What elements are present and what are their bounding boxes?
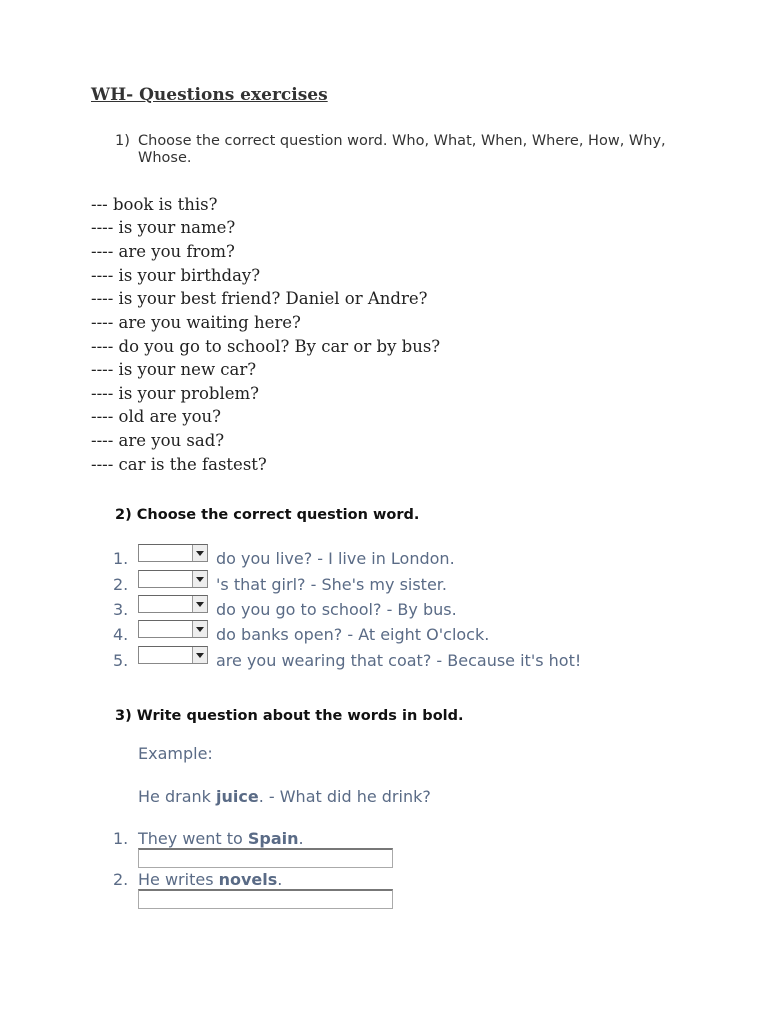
question-word-select[interactable] bbox=[138, 620, 208, 638]
list-item-text bbox=[138, 870, 282, 889]
page-title: WH- Questions exercises bbox=[91, 85, 328, 105]
item-bold-word: novels bbox=[218, 870, 278, 889]
item-text: . bbox=[298, 829, 304, 848]
question-word-select[interactable] bbox=[138, 595, 208, 613]
chevron-down-icon[interactable] bbox=[192, 571, 207, 587]
example-text: He drank bbox=[138, 787, 216, 806]
example-bold-word: juice bbox=[216, 787, 259, 806]
example-sentence bbox=[138, 787, 431, 806]
example-text: . - What did he drink? bbox=[258, 787, 431, 806]
list-item-text bbox=[138, 829, 304, 848]
sentence-line: ---- are you sad? bbox=[91, 431, 225, 450]
list-item-text: 's that girl? - She's my sister. bbox=[216, 575, 447, 594]
sentence-line: ---- is your problem? bbox=[91, 384, 260, 403]
list-item-text: do banks open? - At eight O'clock. bbox=[216, 625, 490, 644]
chevron-down-icon[interactable] bbox=[192, 621, 207, 637]
list-item-text: do you live? - I live in London. bbox=[216, 549, 455, 568]
list-item-text: are you wearing that coat? - Because it's hot! bbox=[216, 651, 582, 670]
item-bold-word: Spain bbox=[247, 829, 299, 848]
sentence-line: ---- is your birthday? bbox=[91, 266, 261, 285]
sentence-line: ---- are you waiting here? bbox=[91, 313, 301, 332]
list-item-number: 2. bbox=[113, 870, 129, 889]
sentence-line: ---- are you from? bbox=[91, 242, 235, 261]
sentence-line: ---- is your new car? bbox=[91, 360, 257, 379]
question-word-select[interactable] bbox=[138, 646, 208, 664]
list-item-number: 2. bbox=[113, 575, 129, 594]
sentence-line: ---- do you go to school? By car or by bus? bbox=[91, 337, 441, 356]
example-label: Example: bbox=[138, 744, 213, 763]
exercise-1-number: 1) bbox=[115, 133, 130, 149]
sentence-line: ---- is your best friend? Daniel or Andre? bbox=[91, 289, 428, 308]
item-text: They went to bbox=[138, 829, 248, 848]
sentence-line: ---- old are you? bbox=[91, 407, 222, 426]
answer-input[interactable] bbox=[138, 848, 393, 868]
list-item-number: 3. bbox=[113, 600, 129, 619]
answer-input[interactable] bbox=[138, 889, 393, 909]
sentence-line: --- book is this? bbox=[91, 195, 218, 214]
question-word-select[interactable] bbox=[138, 544, 208, 562]
chevron-down-icon[interactable] bbox=[192, 596, 207, 612]
list-item-number: 5. bbox=[113, 651, 129, 670]
list-item-number: 1. bbox=[113, 549, 129, 568]
list-item-number: 1. bbox=[113, 829, 129, 848]
question-word-select[interactable] bbox=[138, 570, 208, 588]
list-item-number: 4. bbox=[113, 625, 129, 644]
item-text: . bbox=[277, 870, 283, 889]
item-text: He writes bbox=[138, 870, 219, 889]
list-item-text: do you go to school? - By bus. bbox=[216, 600, 457, 619]
exercise-3-heading: 3) Write question about the words in bold. bbox=[115, 708, 464, 724]
chevron-down-icon[interactable] bbox=[192, 647, 207, 663]
exercise-1-instruction: Choose the correct question word. Who, What, When, Where, How, Why, Whose. bbox=[138, 133, 666, 166]
exercise-2-heading: 2) Choose the correct question word. bbox=[115, 507, 420, 523]
sentence-line: ---- is your name? bbox=[91, 218, 236, 237]
sentence-line: ---- car is the fastest? bbox=[91, 455, 267, 474]
chevron-down-icon[interactable] bbox=[192, 545, 207, 561]
